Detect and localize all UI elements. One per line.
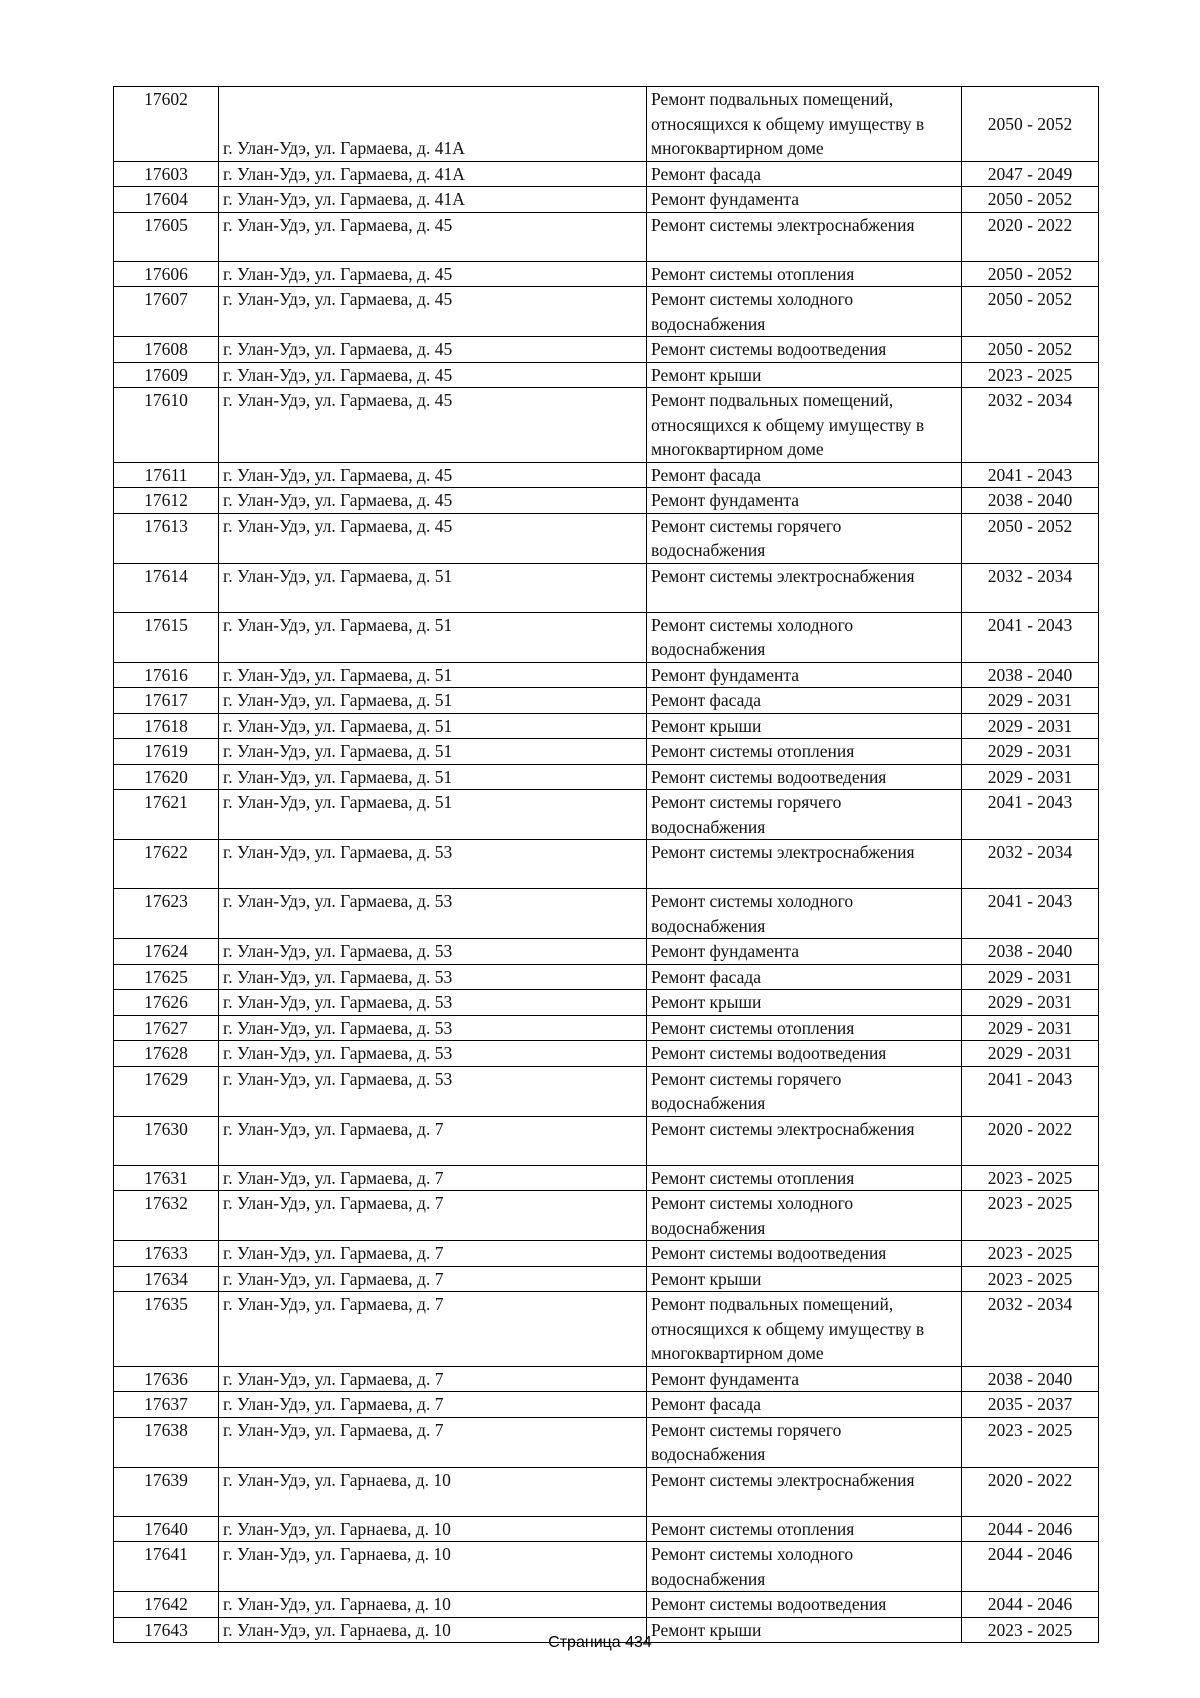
row-number-cell: 17642 [114, 1592, 219, 1618]
row-number-cell: 17627 [114, 1015, 219, 1041]
row-number-cell: 17639 [114, 1467, 219, 1516]
period-cell: 2032 - 2034 [962, 388, 1099, 463]
period-cell: 2032 - 2034 [962, 840, 1099, 889]
address-cell: г. Улан-Удэ, ул. Гармаева, д. 53 [219, 939, 647, 965]
table-row [114, 840, 1099, 889]
work-type-cell: Ремонт подвальных помещений, относящихся к общему имуществу в многоквартирном доме [647, 1292, 962, 1367]
row-number-cell: 17606 [114, 261, 219, 287]
work-type-cell: Ремонт системы водоотведения [647, 1241, 962, 1267]
address-cell: г. Улан-Удэ, ул. Гармаева, д. 45 [219, 362, 647, 388]
table-row [114, 337, 1099, 363]
period-cell: 2023 - 2025 [962, 1165, 1099, 1191]
table-row [114, 990, 1099, 1016]
period-cell: 2035 - 2037 [962, 1392, 1099, 1418]
address-cell: г. Улан-Удэ, ул. Гармаева, д. 41А [219, 87, 647, 162]
period-cell: 2041 - 2043 [962, 462, 1099, 488]
period-cell: 2020 - 2022 [962, 1467, 1099, 1516]
work-type-cell: Ремонт крыши [647, 1617, 962, 1643]
work-type-cell: Ремонт системы электроснабжения [647, 840, 962, 889]
address-cell: г. Улан-Удэ, ул. Гармаева, д. 7 [219, 1191, 647, 1241]
period-cell: 2041 - 2043 [962, 1066, 1099, 1116]
row-number-cell: 17619 [114, 739, 219, 765]
row-number-cell: 17624 [114, 939, 219, 965]
period-cell: 2023 - 2025 [962, 1417, 1099, 1467]
period-cell: 2038 - 2040 [962, 1366, 1099, 1392]
address-cell: г. Улан-Удэ, ул. Гармаева, д. 51 [219, 688, 647, 714]
work-type-cell: Ремонт фундамента [647, 187, 962, 213]
table-row [114, 939, 1099, 965]
row-number-cell: 17631 [114, 1165, 219, 1191]
period-cell: 2041 - 2043 [962, 612, 1099, 662]
address-cell: г. Улан-Удэ, ул. Гармаева, д. 51 [219, 739, 647, 765]
row-number-cell: 17614 [114, 563, 219, 612]
row-number-cell: 17608 [114, 337, 219, 363]
table-row [114, 1266, 1099, 1292]
address-cell: г. Улан-Удэ, ул. Гармаева, д. 45 [219, 287, 647, 337]
period-cell: 2041 - 2043 [962, 889, 1099, 939]
work-type-cell: Ремонт крыши [647, 362, 962, 388]
work-type-cell: Ремонт подвальных помещений, относящихся к общему имуществу в многоквартирном доме [647, 388, 962, 463]
work-type-cell: Ремонт системы водоотведения [647, 1041, 962, 1067]
table-row [114, 889, 1099, 939]
period-cell: 2050 - 2052 [962, 87, 1099, 162]
table-row [114, 1116, 1099, 1165]
table-row [114, 1417, 1099, 1467]
row-number-cell: 17605 [114, 212, 219, 261]
period-cell: 2032 - 2034 [962, 1292, 1099, 1367]
row-number-cell: 17643 [114, 1617, 219, 1643]
table-row [114, 563, 1099, 612]
work-type-cell: Ремонт системы холодного водоснабжения [647, 1191, 962, 1241]
address-cell: г. Улан-Удэ, ул. Гармаева, д. 51 [219, 563, 647, 612]
address-cell: г. Улан-Удэ, ул. Гармаева, д. 7 [219, 1266, 647, 1292]
table-row [114, 1066, 1099, 1116]
work-type-cell: Ремонт фасада [647, 964, 962, 990]
address-cell: г. Улан-Удэ, ул. Гармаева, д. 53 [219, 964, 647, 990]
row-number-cell: 17610 [114, 388, 219, 463]
period-cell: 2050 - 2052 [962, 337, 1099, 363]
table-row [114, 1015, 1099, 1041]
row-number-cell: 17616 [114, 662, 219, 688]
row-number-cell: 17626 [114, 990, 219, 1016]
row-number-cell: 17640 [114, 1516, 219, 1542]
address-cell: г. Улан-Удэ, ул. Гармаева, д. 45 [219, 513, 647, 563]
work-type-cell: Ремонт крыши [647, 990, 962, 1016]
period-cell: 2029 - 2031 [962, 964, 1099, 990]
address-cell: г. Улан-Удэ, ул. Гармаева, д. 7 [219, 1392, 647, 1418]
work-type-cell: Ремонт фундамента [647, 939, 962, 965]
table-row [114, 790, 1099, 840]
table-row [114, 612, 1099, 662]
row-number-cell: 17618 [114, 713, 219, 739]
work-type-cell: Ремонт системы отопления [647, 1516, 962, 1542]
row-number-cell: 17602 [114, 87, 219, 162]
period-cell: 2029 - 2031 [962, 990, 1099, 1016]
work-type-cell: Ремонт фасада [647, 1392, 962, 1418]
row-number-cell: 17617 [114, 688, 219, 714]
address-cell: г. Улан-Удэ, ул. Гарнаева, д. 10 [219, 1467, 647, 1516]
row-number-cell: 17623 [114, 889, 219, 939]
address-cell: г. Улан-Удэ, ул. Гармаева, д. 45 [219, 388, 647, 463]
work-type-cell: Ремонт системы электроснабжения [647, 212, 962, 261]
work-type-cell: Ремонт системы холодного водоснабжения [647, 612, 962, 662]
period-cell: 2050 - 2052 [962, 187, 1099, 213]
period-cell: 2023 - 2025 [962, 1617, 1099, 1643]
row-number-cell: 17604 [114, 187, 219, 213]
table-row [114, 1516, 1099, 1542]
work-type-cell: Ремонт крыши [647, 713, 962, 739]
work-type-cell: Ремонт крыши [647, 1266, 962, 1292]
period-cell: 2038 - 2040 [962, 488, 1099, 514]
address-cell: г. Улан-Удэ, ул. Гармаева, д. 7 [219, 1241, 647, 1267]
work-type-cell: Ремонт фасада [647, 462, 962, 488]
address-cell: г. Улан-Удэ, ул. Гармаева, д. 7 [219, 1165, 647, 1191]
work-type-cell: Ремонт системы отопления [647, 739, 962, 765]
period-cell: 2044 - 2046 [962, 1542, 1099, 1592]
period-cell: 2029 - 2031 [962, 764, 1099, 790]
address-cell: г. Улан-Удэ, ул. Гармаева, д. 45 [219, 261, 647, 287]
work-type-cell: Ремонт фасада [647, 161, 962, 187]
address-cell: г. Улан-Удэ, ул. Гармаева, д. 51 [219, 764, 647, 790]
row-number-cell: 17638 [114, 1417, 219, 1467]
period-cell: 2023 - 2025 [962, 1241, 1099, 1267]
period-cell: 2047 - 2049 [962, 161, 1099, 187]
table-body [114, 87, 1099, 1643]
work-type-cell: Ремонт системы горячего водоснабжения [647, 1066, 962, 1116]
table-row [114, 1241, 1099, 1267]
table-row [114, 513, 1099, 563]
address-cell: г. Улан-Удэ, ул. Гармаева, д. 41А [219, 187, 647, 213]
row-number-cell: 17612 [114, 488, 219, 514]
period-cell: 2029 - 2031 [962, 1015, 1099, 1041]
table-row [114, 362, 1099, 388]
table-row [114, 1592, 1099, 1618]
work-type-cell: Ремонт системы водоотведения [647, 1592, 962, 1618]
table-row [114, 1191, 1099, 1241]
table-row [114, 713, 1099, 739]
work-type-cell: Ремонт системы электроснабжения [647, 1467, 962, 1516]
address-cell: г. Улан-Удэ, ул. Гармаева, д. 45 [219, 212, 647, 261]
row-number-cell: 17611 [114, 462, 219, 488]
row-number-cell: 17613 [114, 513, 219, 563]
period-cell: 2029 - 2031 [962, 688, 1099, 714]
row-number-cell: 17628 [114, 1041, 219, 1067]
table-row [114, 187, 1099, 213]
row-number-cell: 17636 [114, 1366, 219, 1392]
work-type-cell: Ремонт системы водоотведения [647, 337, 962, 363]
row-number-cell: 17621 [114, 790, 219, 840]
address-cell: г. Улан-Удэ, ул. Гармаева, д. 7 [219, 1116, 647, 1165]
table-row [114, 87, 1099, 162]
address-cell: г. Улан-Удэ, ул. Гармаева, д. 7 [219, 1417, 647, 1467]
period-cell: 2023 - 2025 [962, 362, 1099, 388]
period-cell: 2044 - 2046 [962, 1592, 1099, 1618]
table-row [114, 1041, 1099, 1067]
address-cell: г. Улан-Удэ, ул. Гармаева, д. 45 [219, 462, 647, 488]
table-row [114, 1392, 1099, 1418]
address-cell: г. Улан-Удэ, ул. Гармаева, д. 53 [219, 990, 647, 1016]
work-type-cell: Ремонт системы горячего водоснабжения [647, 1417, 962, 1467]
address-cell: г. Улан-Удэ, ул. Гарнаева, д. 10 [219, 1592, 647, 1618]
row-number-cell: 17637 [114, 1392, 219, 1418]
table-row [114, 212, 1099, 261]
period-cell: 2032 - 2034 [962, 563, 1099, 612]
work-type-cell: Ремонт системы горячего водоснабжения [647, 513, 962, 563]
table-row [114, 388, 1099, 463]
period-cell: 2044 - 2046 [962, 1516, 1099, 1542]
work-type-cell: Ремонт подвальных помещений, относящихся к общему имуществу в многоквартирном доме [647, 87, 962, 162]
page-number: Страница 434 [548, 1634, 652, 1651]
address-cell: г. Улан-Удэ, ул. Гарнаева, д. 10 [219, 1542, 647, 1592]
address-cell: г. Улан-Удэ, ул. Гармаева, д. 7 [219, 1366, 647, 1392]
table-row [114, 1165, 1099, 1191]
address-cell: г. Улан-Удэ, ул. Гармаева, д. 51 [219, 790, 647, 840]
work-type-cell: Ремонт системы холодного водоснабжения [647, 889, 962, 939]
table-row [114, 739, 1099, 765]
period-cell: 2029 - 2031 [962, 713, 1099, 739]
row-number-cell: 17630 [114, 1116, 219, 1165]
address-cell: г. Улан-Удэ, ул. Гармаева, д. 53 [219, 1066, 647, 1116]
address-cell: г. Улан-Удэ, ул. Гармаева, д. 51 [219, 662, 647, 688]
work-type-cell: Ремонт системы водоотведения [647, 764, 962, 790]
period-cell: 2038 - 2040 [962, 662, 1099, 688]
work-type-cell: Ремонт фундамента [647, 1366, 962, 1392]
address-cell: г. Улан-Удэ, ул. Гарнаева, д. 10 [219, 1516, 647, 1542]
table-row [114, 287, 1099, 337]
table-row [114, 764, 1099, 790]
address-cell: г. Улан-Удэ, ул. Гарнаева, д. 10 [219, 1617, 647, 1643]
address-cell: г. Улан-Удэ, ул. Гармаева, д. 53 [219, 1041, 647, 1067]
address-cell: г. Улан-Удэ, ул. Гармаева, д. 53 [219, 1015, 647, 1041]
period-cell: 2029 - 2031 [962, 1041, 1099, 1067]
row-number-cell: 17607 [114, 287, 219, 337]
period-cell: 2050 - 2052 [962, 513, 1099, 563]
period-cell: 2050 - 2052 [962, 261, 1099, 287]
table-row [114, 688, 1099, 714]
row-number-cell: 17633 [114, 1241, 219, 1267]
work-type-cell: Ремонт системы отопления [647, 261, 962, 287]
address-cell: г. Улан-Удэ, ул. Гармаева, д. 51 [219, 612, 647, 662]
row-number-cell: 17641 [114, 1542, 219, 1592]
table-row [114, 1467, 1099, 1516]
period-cell: 2023 - 2025 [962, 1191, 1099, 1241]
work-type-cell: Ремонт системы электроснабжения [647, 1116, 962, 1165]
row-number-cell: 17625 [114, 964, 219, 990]
period-cell: 2041 - 2043 [962, 790, 1099, 840]
row-number-cell: 17603 [114, 161, 219, 187]
table-row [114, 662, 1099, 688]
work-type-cell: Ремонт фундамента [647, 488, 962, 514]
address-cell: г. Улан-Удэ, ул. Гармаева, д. 7 [219, 1292, 647, 1367]
row-number-cell: 17635 [114, 1292, 219, 1367]
document-sheet [113, 86, 1098, 1643]
work-type-cell: Ремонт фасада [647, 688, 962, 714]
table-row [114, 1542, 1099, 1592]
row-number-cell: 17620 [114, 764, 219, 790]
row-number-cell: 17634 [114, 1266, 219, 1292]
repair-schedule-table [113, 86, 1099, 1643]
row-number-cell: 17622 [114, 840, 219, 889]
period-cell: 2020 - 2022 [962, 212, 1099, 261]
row-number-cell: 17629 [114, 1066, 219, 1116]
row-number-cell: 17615 [114, 612, 219, 662]
address-cell: г. Улан-Удэ, ул. Гармаева, д. 45 [219, 337, 647, 363]
row-number-cell: 17609 [114, 362, 219, 388]
table-row [114, 1366, 1099, 1392]
work-type-cell: Ремонт системы холодного водоснабжения [647, 1542, 962, 1592]
period-cell: 2050 - 2052 [962, 287, 1099, 337]
table-row [114, 161, 1099, 187]
work-type-cell: Ремонт системы электроснабжения [647, 563, 962, 612]
address-cell: г. Улан-Удэ, ул. Гармаева, д. 53 [219, 889, 647, 939]
table-row [114, 488, 1099, 514]
table-row [114, 462, 1099, 488]
period-cell: 2023 - 2025 [962, 1266, 1099, 1292]
address-cell: г. Улан-Удэ, ул. Гармаева, д. 45 [219, 488, 647, 514]
table-row [114, 1292, 1099, 1367]
address-cell: г. Улан-Удэ, ул. Гармаева, д. 53 [219, 840, 647, 889]
address-cell: г. Улан-Удэ, ул. Гармаева, д. 41А [219, 161, 647, 187]
work-type-cell: Ремонт системы горячего водоснабжения [647, 790, 962, 840]
address-cell: г. Улан-Удэ, ул. Гармаева, д. 51 [219, 713, 647, 739]
period-cell: 2020 - 2022 [962, 1116, 1099, 1165]
work-type-cell: Ремонт системы холодного водоснабжения [647, 287, 962, 337]
row-number-cell: 17632 [114, 1191, 219, 1241]
period-cell: 2029 - 2031 [962, 739, 1099, 765]
work-type-cell: Ремонт системы отопления [647, 1165, 962, 1191]
table-row [114, 964, 1099, 990]
work-type-cell: Ремонт фундамента [647, 662, 962, 688]
work-type-cell: Ремонт системы отопления [647, 1015, 962, 1041]
table-row [114, 261, 1099, 287]
period-cell: 2038 - 2040 [962, 939, 1099, 965]
